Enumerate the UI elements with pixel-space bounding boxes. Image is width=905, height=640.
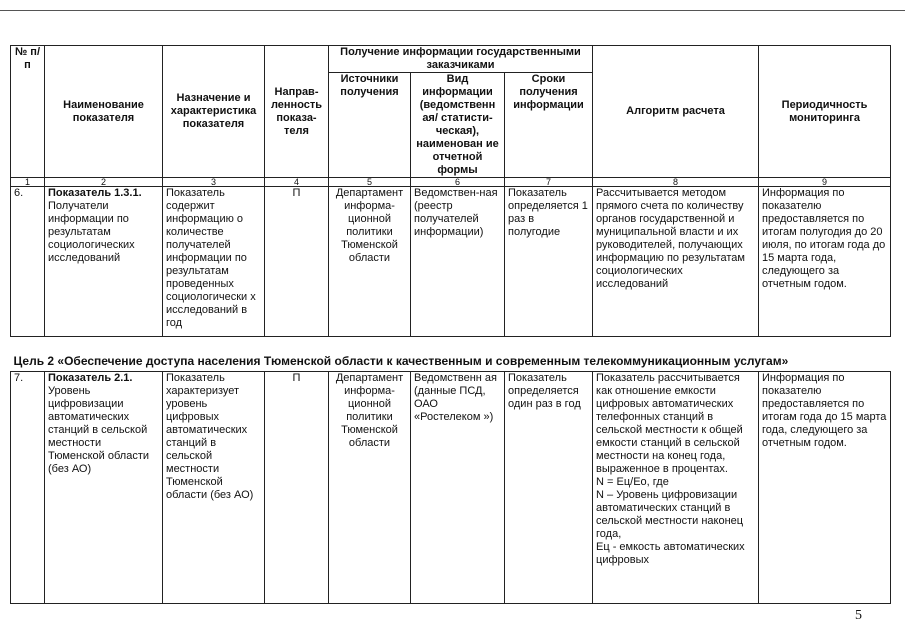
- row-source: Департамент информа-ционной политики Тюменской области: [329, 372, 411, 604]
- row-terms: Показатель определяется один раз в год: [505, 372, 593, 604]
- header-row: [11, 46, 891, 73]
- row-algorithm: [593, 372, 759, 604]
- row-purpose: Показатель характеризует уровень цифровых автоматических станций в сельской местности Тюменской области (без АО): [163, 372, 265, 604]
- page-number: 5: [855, 608, 862, 623]
- header-info-group: Получение информации государственными заказчиками: [329, 46, 593, 73]
- header-periodicity: Периодичность мониторинга: [759, 46, 891, 178]
- row-source: Департамент информа-ционной политики Тюменской области: [329, 187, 411, 337]
- row-name: [45, 187, 163, 337]
- column-number: 1: [11, 178, 45, 187]
- header-algorithm: Алгоритм расчета: [593, 46, 759, 178]
- row-periodicity: Информация по показателю предоставляется по итогам полугодия до 20 июля, по итогам года до 15 марта года, следующего за отчетным годом.: [759, 187, 891, 337]
- header-kind: Вид информации (ведомственн ая/ статисти-ческая), наименован ие отчетной формы: [411, 73, 505, 178]
- row-direction: П: [265, 187, 329, 337]
- column-number: 2: [45, 178, 163, 187]
- row-terms: Показатель определяется 1 раз в полугодие: [505, 187, 593, 337]
- algorithm-line: Ец - емкость автоматических цифровых: [596, 541, 745, 566]
- header-direction: Направ-ленность показа-теля: [265, 46, 329, 178]
- row-periodicity: Информация по показателю предоставляется по итогам года до 15 марта года, следующего за отчетным годом.: [759, 372, 891, 604]
- goal-heading: Цель 2 «Обеспечение доступа населения Тюменской области к качественным и современным телекоммуникационным услугам»: [11, 337, 891, 372]
- row-num: 7.: [11, 372, 45, 604]
- row-name-text: Уровень цифровизации автоматических станций в сельской местности Тюменской области (без АО): [48, 385, 150, 475]
- header-terms: Сроки получения информации: [505, 73, 593, 178]
- indicators-table: [10, 45, 891, 604]
- row-kind: Ведомственн ая (данные ПСД, ОАО «Ростелеком »): [411, 372, 505, 604]
- header-sources: Источники получения: [329, 73, 411, 178]
- column-number: 3: [163, 178, 265, 187]
- table-row: [11, 187, 891, 337]
- row-num: 6.: [11, 187, 45, 337]
- row-name-bold: Показатель 2.1.: [48, 372, 133, 384]
- top-rule: [0, 10, 905, 11]
- row-kind: Ведомствен-ная (реестр получателей информации): [411, 187, 505, 337]
- header-num: № п/п: [11, 46, 45, 178]
- column-number: 5: [329, 178, 411, 187]
- column-number: 4: [265, 178, 329, 187]
- header-name: Наименование показателя: [45, 46, 163, 178]
- column-numbers-row: [11, 178, 891, 187]
- column-number: 8: [593, 178, 759, 187]
- goal-row: [11, 337, 891, 372]
- algorithm-line: N – Уровень цифровизации автоматических станций в сельской местности наконец года,: [596, 489, 744, 540]
- row-algorithm: Рассчитывается методом прямого счета по количеству органов государственной и муниципальной власти и их руководителей, получающих информацию по результатам социологических исследований: [593, 187, 759, 337]
- header-purpose: Назначение и характеристика показателя: [163, 46, 265, 178]
- algorithm-line: N = Ец/Ео, где: [596, 476, 669, 488]
- column-number: 9: [759, 178, 891, 187]
- row-name-bold: Показатель 1.3.1.: [48, 187, 142, 199]
- row-purpose: Показатель содержит информацию о количестве получателей информации по результатам проведенных социологически х исследований в год: [163, 187, 265, 337]
- table-row: [11, 372, 891, 604]
- row-name-text: Получатели информации по результатам социологических исследований: [48, 200, 135, 264]
- column-number: 7: [505, 178, 593, 187]
- algorithm-line: Показатель рассчитывается как отношение емкости цифровых автоматических телефонных станций в сельской местности к общей емкости станций в сельской местности на конец года, выраженное в процентах.: [596, 372, 743, 475]
- column-number: 6: [411, 178, 505, 187]
- row-direction: П: [265, 372, 329, 604]
- row-name: [45, 372, 163, 604]
